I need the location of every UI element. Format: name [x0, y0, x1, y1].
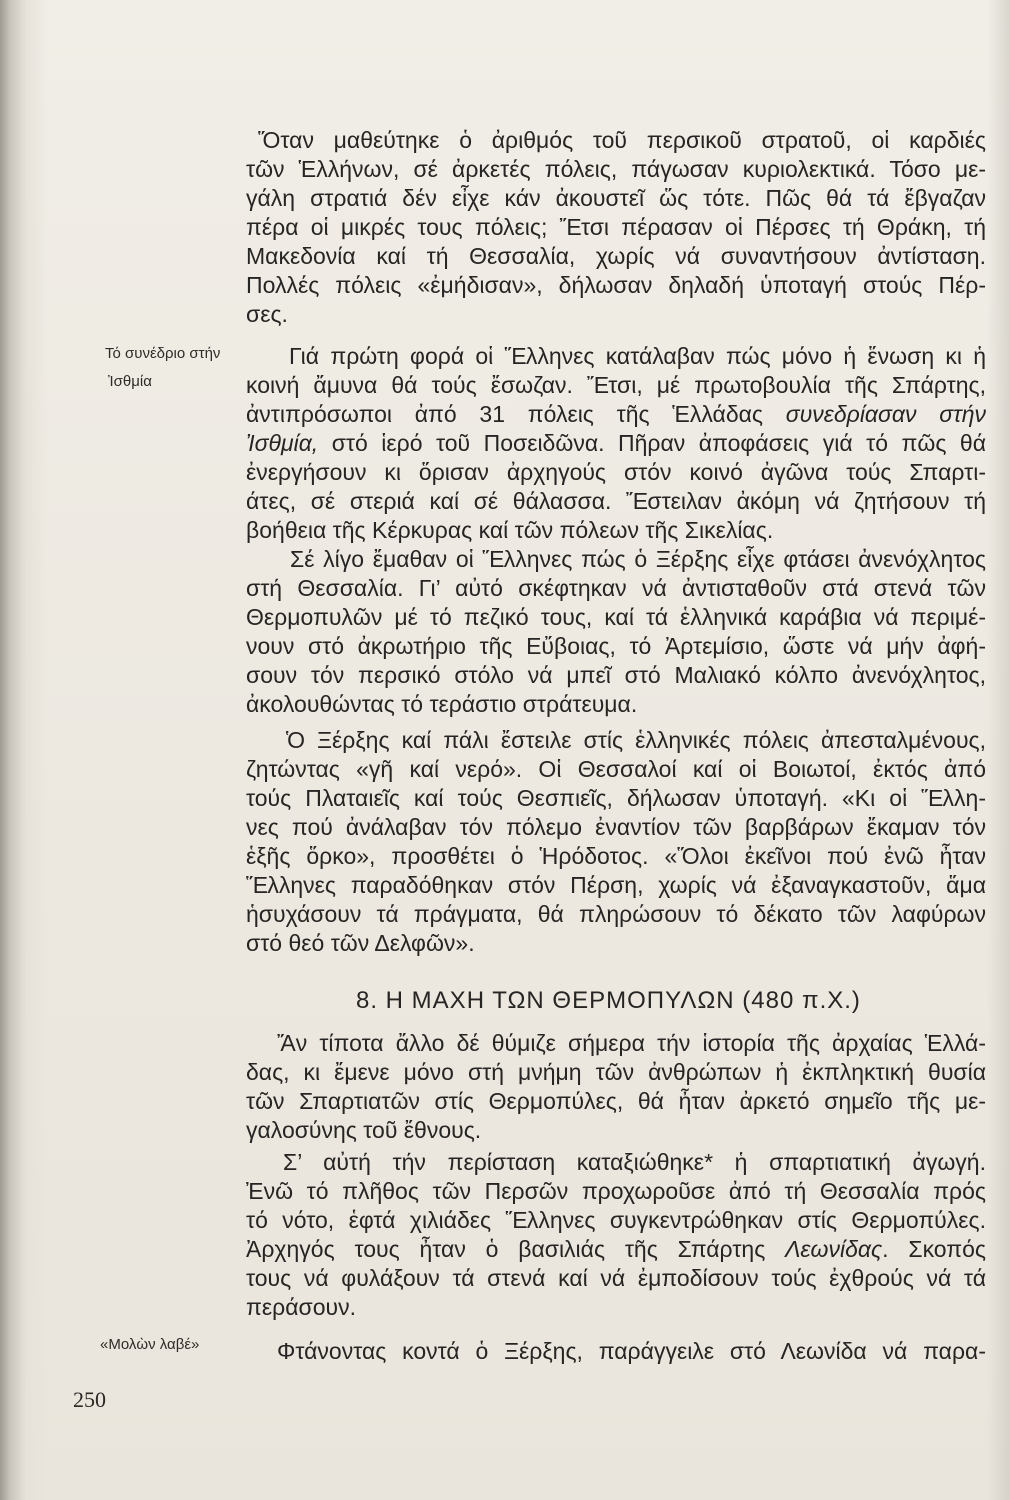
- text-line: βοήθεια τῆς Κέρκυρας καί τῶν πόλεων τῆς Σικελίας.: [246, 517, 774, 543]
- text-line: Ἕλληνες παραδόθηκαν στόν Πέρση, χωρίς νά ἐξαναγκαστοῦν, ἅμα: [246, 872, 986, 898]
- text-line: ἑξῆς ὅρκο», προσθέτει ὁ Ἡρόδοτος. «Ὅλοι ἐκεῖνοι πού ἐνῶ ἦταν: [246, 843, 986, 869]
- paragraph-3: [246, 545, 986, 719]
- paragraph-7: [246, 1337, 986, 1366]
- text-line: Πολλές πόλεις «ἐμήδισαν», δήλωσαν δηλαδή ὑποταγή στούς Πέρ-: [246, 272, 986, 298]
- text-line: Ἐνῶ τό πλῆθος τῶν Περσῶν προχωροῦσε ἀπό τή Θεσσαλία πρός: [246, 1178, 986, 1204]
- text-line: πέρα οἱ μικρές τους πόλεις; Ἔτσι πέρασαν οἱ Πέρσες τή Θράκη, τή: [246, 214, 986, 240]
- text-line: τό νότο, ἑφτά χιλιάδες Ἕλληνες συγκεντρώθηκαν στίς Θερμοπύλες.: [246, 1207, 986, 1233]
- paragraph-2: [246, 342, 986, 545]
- text-line: νουν στό ἀκρωτήριο τῆς Εὔβοιας, τό Ἀρτεμίσιο, ὥστε νά μήν ἀφή-: [246, 633, 986, 659]
- margin-note-molon-labe: «Μολὼν λαβέ»: [100, 1336, 200, 1353]
- italic-text: Λεωνίδας: [785, 1236, 883, 1262]
- text-segment: Ἀρχηγός τους ἦταν ὁ βασιλιάς τῆς Σπάρτης: [246, 1236, 786, 1262]
- text-line: Ὅταν μαθεύτηκε ὁ ἀριθμός τοῦ περσικοῦ στρατοῦ, οἱ καρδιές: [258, 127, 986, 153]
- paragraph-1: [246, 126, 986, 329]
- text-line: τούς Πλαταιεῖς καί τούς Θεσπιεῖς, δήλωσαν ὑποταγή. «Κι οἱ Ἕλλη-: [246, 785, 986, 811]
- text-line: [246, 429, 986, 458]
- text-line: δας, κι ἔμενε μόνο στή μνήμη τῶν ἀνθρώπων ἡ ἐκπληκτική θυσία: [246, 1059, 986, 1085]
- text-line: στό θεό τῶν Δελφῶν».: [246, 930, 475, 956]
- text-line: [246, 400, 986, 429]
- text-line: Ὁ Ξέρξης καί πάλι ἔστειλε στίς ἑλληνικές πόλεις ἀπεσταλμένους,: [286, 727, 986, 753]
- text-line: [246, 1235, 986, 1264]
- text-line: περάσουν.: [246, 1294, 356, 1320]
- text-segment: ἀντιπρόσωποι ἀπό 31 πόλεις τῆς Ἑλλάδας: [246, 401, 786, 427]
- text-line: Ἄν τίποτα ἄλλο δέ θύμιζε σήμερα τήν ἱστορία τῆς ἀρχαίας Ἑλλά-: [277, 1030, 986, 1056]
- section-heading: 8. Η ΜΑΧΗ ΤΩΝ ΘΕΡΜΟΠΥΛΩΝ (480 π.Χ.): [356, 987, 861, 1014]
- text-line: τῶν Σπαρτιατῶν στίς Θερμοπύλες, θά ἦταν ἀρκετό σημεῖο τῆς με-: [246, 1088, 986, 1114]
- text-line: Φτάνοντας κοντά ὁ Ξέρξης, παράγγειλε στό Λεωνίδα νά παρα-: [277, 1338, 986, 1364]
- text-line: ἡσυχάσουν τά πράγματα, θά πληρώσουν τό δέκατο τῶν λαφύρων: [246, 901, 986, 927]
- margin-note-isthmia-congress: [105, 340, 220, 396]
- text-line: Θερμοπυλῶν μέ τό πεζικό τους, καί τά ἑλληνικά καράβια νά περιμέ-: [246, 604, 986, 630]
- text-line: κοινή ἄμυνα θά τούς ἔσωζαν. Ἔτσι, μέ πρωτοβουλία τῆς Σπάρτης,: [246, 372, 986, 398]
- text-line: Μακεδονία καί τή Θεσσαλία, χωρίς νά συναντήσουν ἀντίσταση.: [246, 243, 986, 269]
- italic-text: συνεδρίασαν στήν: [785, 401, 987, 427]
- text-line: σουν τόν περσικό στόλο νά μπεῖ στό Μαλιακό κόλπο ἀνενόχλητος,: [246, 662, 986, 688]
- text-line: γαλοσύνης τοῦ ἔθνους.: [246, 1117, 482, 1143]
- text-line: ζητώντας «γῆ καί νερό». Οἱ Θεσσαλοί καί οἱ Βοιωτοί, ἐκτός ἀπό: [246, 756, 986, 782]
- text-segment: . Σκοπός: [882, 1236, 986, 1262]
- text-line: γάλη στρατιά δέν εἶχε κάν ἀκουστεῖ ὥς τότε. Πῶς θά τά ἔβγαζαν: [246, 185, 986, 211]
- italic-text: Ἰσθμία,: [246, 430, 319, 456]
- text-line: τους νά φυλάξουν τά στενά καί νά ἐμποδίσουν τούς ἐχθρούς νά τά: [246, 1265, 986, 1291]
- paragraph-4: [246, 726, 986, 958]
- text-line: Γιά πρώτη φορά οἱ Ἕλληνες κατάλαβαν πώς μόνο ἡ ἕνωση κι ἡ: [289, 343, 986, 369]
- text-line: Σέ λίγο ἔμαθαν οἱ Ἕλληνες πώς ὁ Ξέρξης εἶχε φτάσει ἀνενόχλητος: [290, 546, 986, 572]
- text-line: ἀκολουθώντας τό τεράστιο στράτευμα.: [246, 691, 638, 717]
- paragraph-5: [246, 1029, 986, 1145]
- text-line: τῶν Ἑλλήνων, σέ ἀρκετές πόλεις, πάγωσαν κυριολεκτικά. Τόσο με-: [246, 156, 986, 182]
- page-number: 250: [73, 1387, 106, 1412]
- text-line: νες πού ἀνάλαβαν τόν πόλεμο ἐναντίον τῶν βαρβάρων ἔκαμαν τόν: [246, 814, 986, 840]
- text-line: στή Θεσσαλία. Γι’ αὐτό σκέφτηκαν νά ἀντισταθοῦν στά στενά τῶν: [246, 575, 986, 601]
- text-line: σες.: [246, 301, 288, 327]
- paragraph-6: [246, 1148, 986, 1322]
- text-segment: στό ἱερό τοῦ Ποσειδῶνα. Πῆραν ἀποφάσεις γιά τό πῶς θά: [318, 430, 986, 456]
- text-line: άτες, σέ στεριά καί σέ θάλασσα. Ἔστειλαν ἀκόμη νά ζητήσουν τή: [246, 488, 986, 514]
- margin-note-line: Ἰσθμία: [108, 373, 152, 390]
- text-line: Σ’ αὐτή τήν περίσταση καταξιώθηκε* ἡ σπαρτιατική ἀγωγή.: [283, 1149, 986, 1175]
- text-line: ἐνεργήσουν κι ὅρισαν ἀρχηγούς στόν κοινό ἀγῶνα τούς Σπαρτι-: [246, 459, 986, 485]
- margin-note-line: Τό συνέδριο στήν: [105, 345, 221, 362]
